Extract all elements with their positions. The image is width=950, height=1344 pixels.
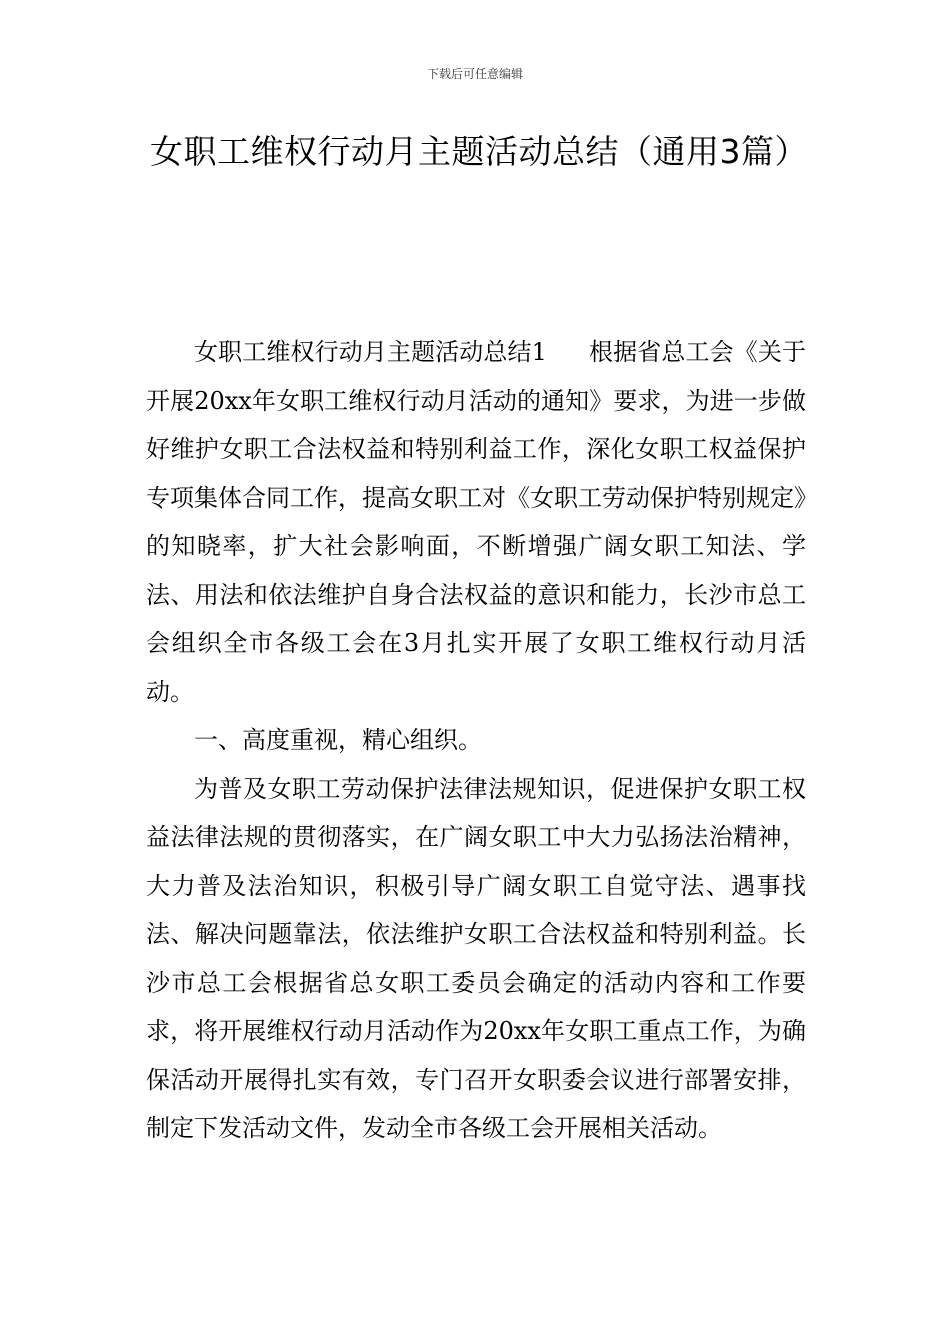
document-body [146,328,806,1153]
paragraph: 为普及女职工劳动保护法律法规知识，促进保护女职工权益法律法规的贯彻落实，在广阔女职工中大力弘扬法治精神，大力普及法治知识，积极引导广阔女职工自觉守法、遇事找法、解决问题靠法，依法维护女职工合法权益和特别利益。长沙市总工会根据省总女职工委员会确定的活动内容和工作要求，将开展维权行动月活动作为20xx年女职工重点工作，为确保活动开展得扎实有效，专门召开女职委会议进行部署安排，制定下发活动文件，发动全市各级工会开展相关活动。 [146,774,806,1142]
paragraph-text: 根据省总工会《关于开展20xx年女职工维权行动月活动的通知》要求，为进一步做好维护女职工合法权益和特别利益工作，深化女职工权益保护专项集体合同工作，提高女职工对《女职工劳动保护特别规定》的知晓率，扩大社会影响面，不断增强广阔女职工知法、学法、用法和依法维护自身合法权益的意识和能力，长沙市总工会组织全市各级工会在3月扎实开展了女职工维权行动月活动。 [146,338,807,706]
header-note: 下载后可任意编辑 [426,67,523,81]
section-heading: 一、高度重视，精心组织。 [194,726,482,754]
paragraph-intro [146,328,806,716]
document-title: 女职工维权行动月主题活动总结（通用3篇） [150,132,808,171]
section-label: 女职工维权行动月主题活动总结1 [194,338,547,366]
